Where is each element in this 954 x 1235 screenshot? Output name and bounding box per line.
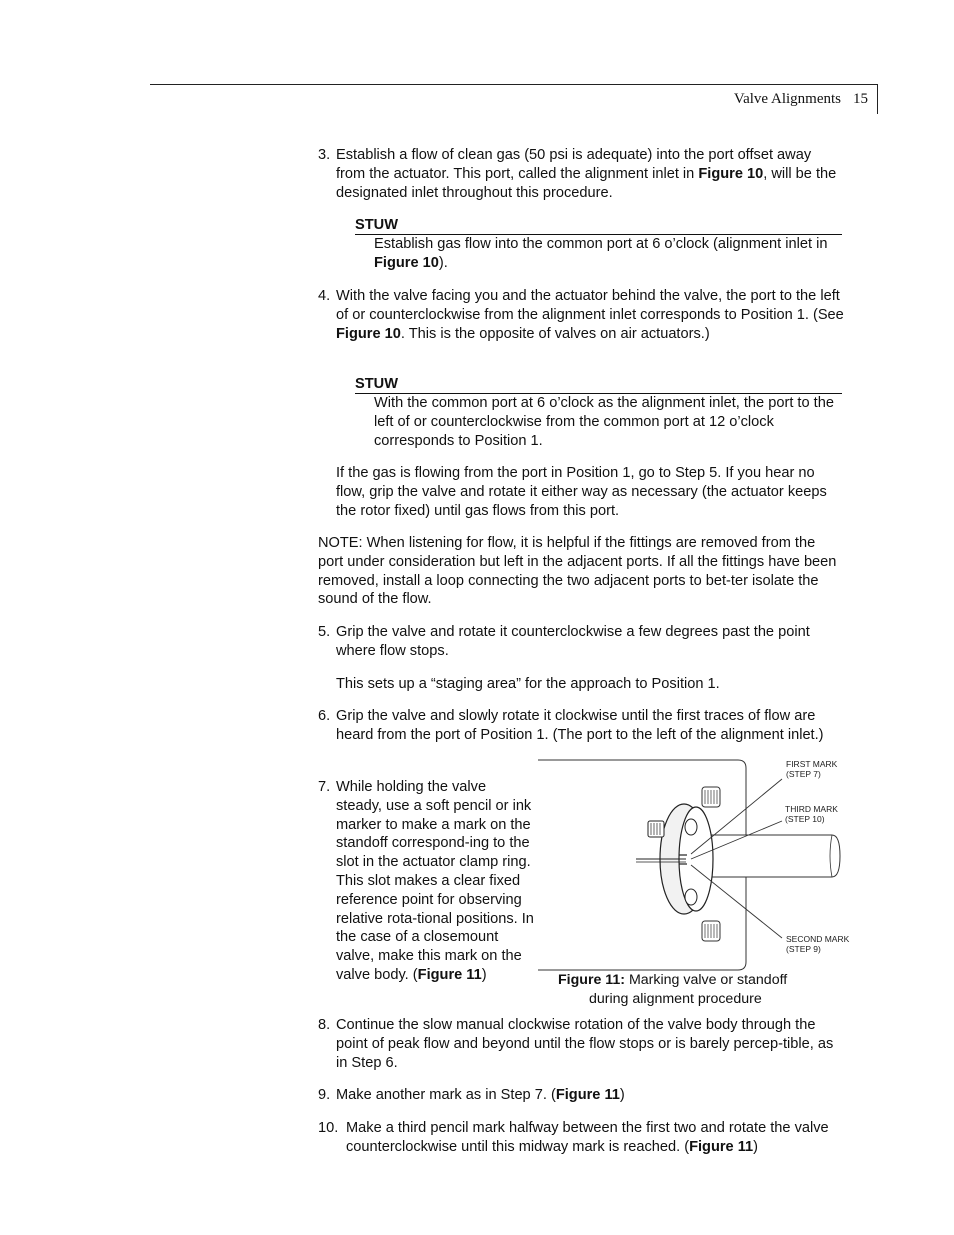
figure-reference: Figure 10: [698, 165, 764, 182]
step-6: [318, 707, 844, 745]
step-4-followup: If the gas is flowing from the port in Position 1, go to Step 5. If you hear no flow, grip the valve and rotate it either way as necessary (the actuator keeps the rotor fixed) until gas flows from this port.: [336, 465, 827, 519]
actuator-shaft: [696, 835, 840, 877]
first-mark-label: FIRST MARK (STEP 7): [786, 759, 838, 779]
page-number: 15: [853, 91, 868, 107]
stuw-note: Establish gas flow into the common port at 6 o’clock (alignment inlet in Figure 10).: [374, 236, 828, 271]
plate-screw-bottom: [702, 921, 720, 941]
second-mark-label: SECOND MARK (STEP 9): [786, 934, 850, 954]
plate-screw-top: [702, 787, 720, 807]
step-8: [318, 1016, 844, 1072]
step-number: 8.: [318, 1017, 331, 1033]
step-text: Make a third pencil mark halfway between the first two and rotate the valve counterclockwise until this midway mark is reached. (Figure 11): [346, 1120, 829, 1155]
step-4: [318, 287, 844, 343]
step-text: Continue the slow manual clockwise rotation of the valve body through the point of peak flow and beyond until the flow stops or is barely percep-tible, as in Step 6.: [336, 1017, 834, 1071]
step-number: 9.: [318, 1087, 331, 1103]
note-paragraph: NOTE: When listening for flow, it is helpful if the fittings are removed from the port under consideration but left in the adjacent ports. If all the fittings have been removed, install a loop connecting the two adjacent ports to bet-ter isolate the sound of the flow.: [318, 535, 837, 608]
step-text: With the valve facing you and the actuator behind the valve, the port to the left of or counterclockwise from the alignment inlet corresponds to Position 1. (See Figure 10. This is the opposite of valves on air actuators.): [336, 288, 844, 342]
step-5: [318, 623, 844, 661]
step-5-followup: This sets up a “staging area” for the approach to Position 1.: [336, 676, 720, 692]
step-number: 6.: [318, 708, 331, 724]
section-title: Valve Alignments: [733, 91, 841, 107]
step-text: While holding the valve steady, use a soft pencil or ink marker to make a mark on the standoff correspond-ing to the slot in the actuator clamp ring. This slot makes a clear fixed reference point for observing relative rota-tional positions. In the case of a closemount valve, make this mark on the valve body. (Figure 11): [336, 779, 534, 983]
figure-reference: Figure 11: [689, 1138, 754, 1155]
step-text: Establish a flow of clean gas (50 psi is adequate) into the port offset away from the actuator. This port, called the alignment inlet in Figure 10, will be the designated inlet throughout this procedure.: [336, 147, 837, 201]
step-number: 4.: [318, 288, 331, 304]
step-text: Make another mark as in Step 7. (Figure 11): [336, 1087, 625, 1103]
step-number: 5.: [318, 624, 331, 640]
step-number: 10.: [318, 1120, 339, 1136]
stuw-heading: STUW: [355, 375, 842, 394]
figure-label: Figure 11:: [558, 972, 626, 988]
stuw-note: With the common port at 6 o’clock as the alignment inlet, the port to the left of or counterclockwise from the common port at 12 o’clock corresponds to Position 1.: [374, 395, 834, 449]
figure-caption: Figure 11: Marking valve or standoff during alignment procedure: [558, 972, 788, 1007]
header-rule: [150, 84, 878, 85]
step-9: [318, 1086, 844, 1105]
step-7: [318, 778, 536, 985]
step-number: 3.: [318, 147, 331, 163]
stuw-heading: STUW: [355, 216, 842, 235]
third-mark-label: THIRD MARK (STEP 10): [785, 804, 838, 824]
step-text: Grip the valve and rotate it counterclockwise a few degrees past the point where flow stops.: [336, 624, 810, 659]
step-3: [318, 146, 844, 202]
step-number: 7.: [318, 779, 331, 795]
figure-reference: Figure 10: [336, 325, 401, 342]
clamp-screw: [648, 821, 664, 837]
figure-reference: Figure 11: [555, 1087, 620, 1103]
step-text: Grip the valve and slowly rotate it clockwise until the first traces of flow are heard from the port of Position 1. (The port to the left of the alignment inlet.): [336, 708, 824, 743]
header-vertical-rule: [877, 84, 878, 114]
figure-reference: Figure 11: [417, 966, 482, 983]
step-10: [318, 1119, 844, 1157]
running-header: [734, 90, 868, 109]
figure-11-illustration: [536, 757, 856, 977]
figure-reference: Figure 10: [374, 254, 439, 271]
